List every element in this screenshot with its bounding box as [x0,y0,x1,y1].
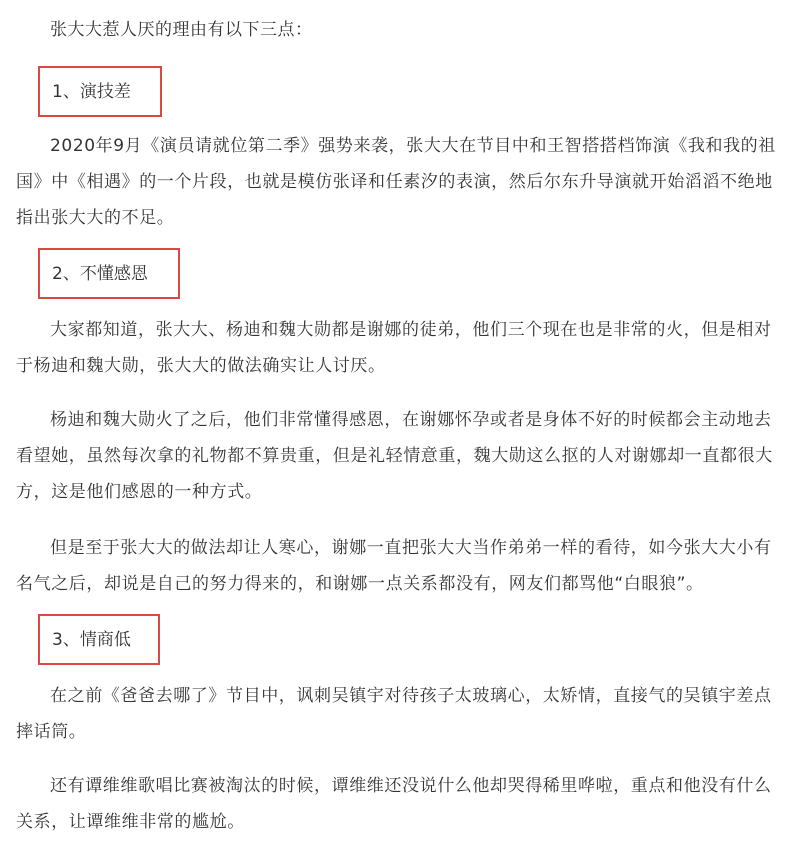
paragraph-3-1: 在之前《爸爸去哪了》节目中，讽刺吴镇宇对待孩子太玻璃心，太矫情，直接气的吴镇宇差点摔话筒。 [16,686,772,742]
paragraph-2-2: 杨迪和魏大勋火了之后，他们非常懂得感恩，在谢娜怀孕或者是身体不好的时候都会主动地去看望她，虽然每次拿的礼物都不算贵重，但是礼轻情意重，魏大勋这么抠的人对谢娜却一直都很大方，这是他们感恩的一种方式。 [16,410,773,502]
intro-text: 张大大惹人厌的理由有以下三点： [50,20,313,40]
section-heading-box-1 [38,66,162,117]
section-heading-2: 2、不懂感恩 [52,264,148,284]
section-heading-3: 3、情商低 [52,630,131,650]
section-heading-box-3 [38,614,160,665]
section-heading-box-2 [38,248,180,299]
paragraph-1-1: 2020年9月《演员请就位第二季》强势来袭，张大大在节目中和王智搭搭档饰演《我和我的祖国》中《相遇》的一个片段，也就是模仿张译和任素汐的表演，然后尔东升导演就开始滔滔不绝地指出张大大的不足。 [16,136,776,228]
paragraph-2-3: 但是至于张大大的做法却让人寒心，谢娜一直把张大大当作弟弟一样的看待，如今张大大小有名气之后，却说是自己的努力得来的，和谢娜一点关系都没有，网友们都骂他“白眼狼”。 [16,538,772,594]
paragraph-2-1: 大家都知道，张大大、杨迪和魏大勋都是谢娜的徒弟，他们三个现在也是非常的火，但是相对于杨迪和魏大勋，张大大的做法确实让人讨厌。 [16,320,772,376]
section-heading-1: 1、演技差 [52,82,131,102]
paragraph-3-2: 还有谭维维歌唱比赛被淘汰的时候，谭维维还没说什么他却哭得稀里哗啦，重点和他没有什么关系，让谭维维非常的尴尬。 [16,776,772,832]
